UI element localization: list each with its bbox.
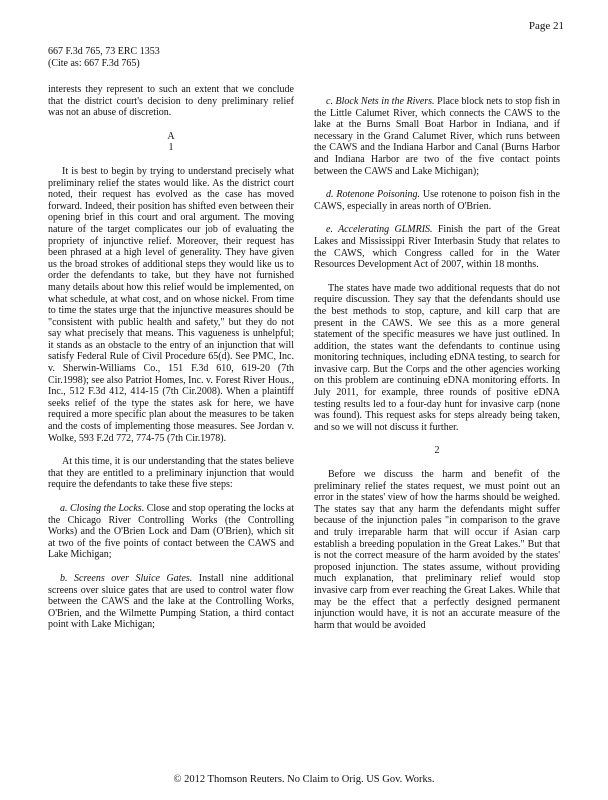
list-item-e xyxy=(314,224,560,270)
paragraph-additional-requests: The states have made two additional requests that do not require discussion. They say that the defendants should use the best methods to stop, capture, and kill carp that are present in the CAWS. We see this as a more general statement of the specific measures we have just outlined. In addition, the states want the defendants to continue using monitoring techniques, including eDNA testing, to search for invasive carp. But the Corps and the other agencies working on this problem are continuing eDNA monitoring efforts. In July 2011, for example, three rounds of positive eDNA testing results led to a four-day hunt for invasive carp (none was found). This request asks for steps already being taken, and so we will not discuss it further. xyxy=(314,282,560,433)
list-item-a xyxy=(48,503,294,561)
section-number-heading: 1 xyxy=(168,142,174,154)
list-item-b-text: Install nine additional screens over sluice gates that are used to control water flow between the CAWS and the lake at the Controlling Works, O'Brien, and the Wilmette Pumping Station, a third contact point with Lake Michigan; xyxy=(48,572,294,631)
list-item-a-text: Close and stop operating the locks at the Chicago River Controlling Works (the Controlling Works) and the O'Brien Lock and Dam (O'Brien), which sit at two of the five points of contact between the CAWS and Lake Michigan; xyxy=(48,503,294,561)
citation-line-1: 667 F.3d 765, 73 ERC 1353 xyxy=(48,46,160,57)
right-column xyxy=(314,84,560,631)
page-number: Page 21 xyxy=(528,20,564,32)
list-item-d-text: Use rotenone to poison fish in the CAWS, especially in areas north of O'Brien. xyxy=(314,189,560,212)
citation-header xyxy=(48,46,160,70)
list-item-b-title: b. Screens over Sluice Gates. xyxy=(60,572,193,584)
paragraph-harm-benefit: Before we discuss the harm and benefit of the preliminary relief the states request, we must point out an error in the states' view of how the harms should be weighed. The states say that any harm the defendants might suffer because of the injunction pales "in comparison to the grave and truly irreparable harm that will occur if Asian carp establish a breeding population in the Great Lakes." But that is not the correct measure of the harm avoided by the states' proposed injunction. The states assume, without providing much explanation, that preliminary relief would stop invasive carp from ever reaching the Great Lakes. While that may be the effect that a perfectly designed permanent injunction would have, it is not an accurate measure of the harm that would be avoided xyxy=(314,469,560,631)
list-item-d xyxy=(314,189,560,212)
list-item-e-title: e. Accelerating GLMRIS. xyxy=(326,224,433,236)
paragraph-preliminary-relief: It is best to begin by trying to understand precisely what preliminary relief the states would like. As the district court noted, their request has evolved as the case has moved forward. Indeed, their position has shifted even between their opening brief in this court and oral argument. The moving nature of the target complicates our job of evaluating the propriety of injunctive relief. Moreover, their request has been phrased at a high level of generality. They have given us the broad strokes of additional steps they would like us to order the defendants to take, but they have not furnished many details about how this relief would be implemented, on what schedule, at what cost, and on whose nickel. From time to time the states urge that the injunctive measures should be "consistent with public health and safety," but they do not say what precisely that means. This vagueness is unhelpful; it stands as an obstacle to the entry of an injunction that will satisfy Federal Rule of Civil Procedure 65(d). See PMC, Inc. v. Sherwin-Williams Co., 151 F.3d 610, 619-20 (7th Cir.1998); see also Patriot Homes, Inc. v. Forest River Hous., Inc., 512 F.3d 412, 414-15 (7th Cir.2008). When a plaintiff seeks relief of the type the states ask for here, we have required a more specific plan about the measures to be taken and the costs of implementing those measures. See Jordan v. Wolke, 593 F.2d 772, 774-75 (7th Cir.1978). xyxy=(48,165,294,444)
paragraph-five-steps: At this time, it is our understanding that the states believe that they are entitled to a preliminary injunction that would require the defendants to take these five steps: xyxy=(48,456,294,491)
citation-line-2: (Cite as: 667 F.3d 765) xyxy=(48,58,140,69)
list-item-d-title: d. Rotenone Poisoning. xyxy=(326,189,421,201)
intro-paragraph: interests they represent to such an extent that we conclude that the district court's decision to deny preliminary relief was not an abuse of discretion. xyxy=(48,84,294,119)
section-2-heading: 2 xyxy=(434,445,440,457)
left-column xyxy=(48,84,294,631)
section-letter-heading: A xyxy=(167,130,175,142)
copyright-footer: © 2012 Thomson Reuters. No Claim to Orig. US Gov. Works. xyxy=(173,774,435,785)
list-item-a-title: a. Closing the Locks. xyxy=(60,503,145,514)
list-item-b xyxy=(48,573,294,631)
list-item-e-text: Finish the part of the Great Lakes and Mississippi River Interbasin Study that relates to the CAWS, which Congress called for in the Water Resources Development Act of 2007, within 18 months. xyxy=(314,224,560,271)
list-item-c-title: c. Block Nets in the Rivers. xyxy=(326,96,435,107)
list-item-c xyxy=(314,96,560,177)
list-item-c-text: Place block nets to stop fish in the Little Calumet River, which connects the CAWS to the lake at the Burns Small Boat Harbor in Indiana, and if necessary in the Grand Calumet River, which runs between the CAWS and the Indiana Harbor and Canal (Burns Harbor and Indiana Harbor are two of the five contact points between the CAWS and Lake Michigan); xyxy=(314,96,560,177)
